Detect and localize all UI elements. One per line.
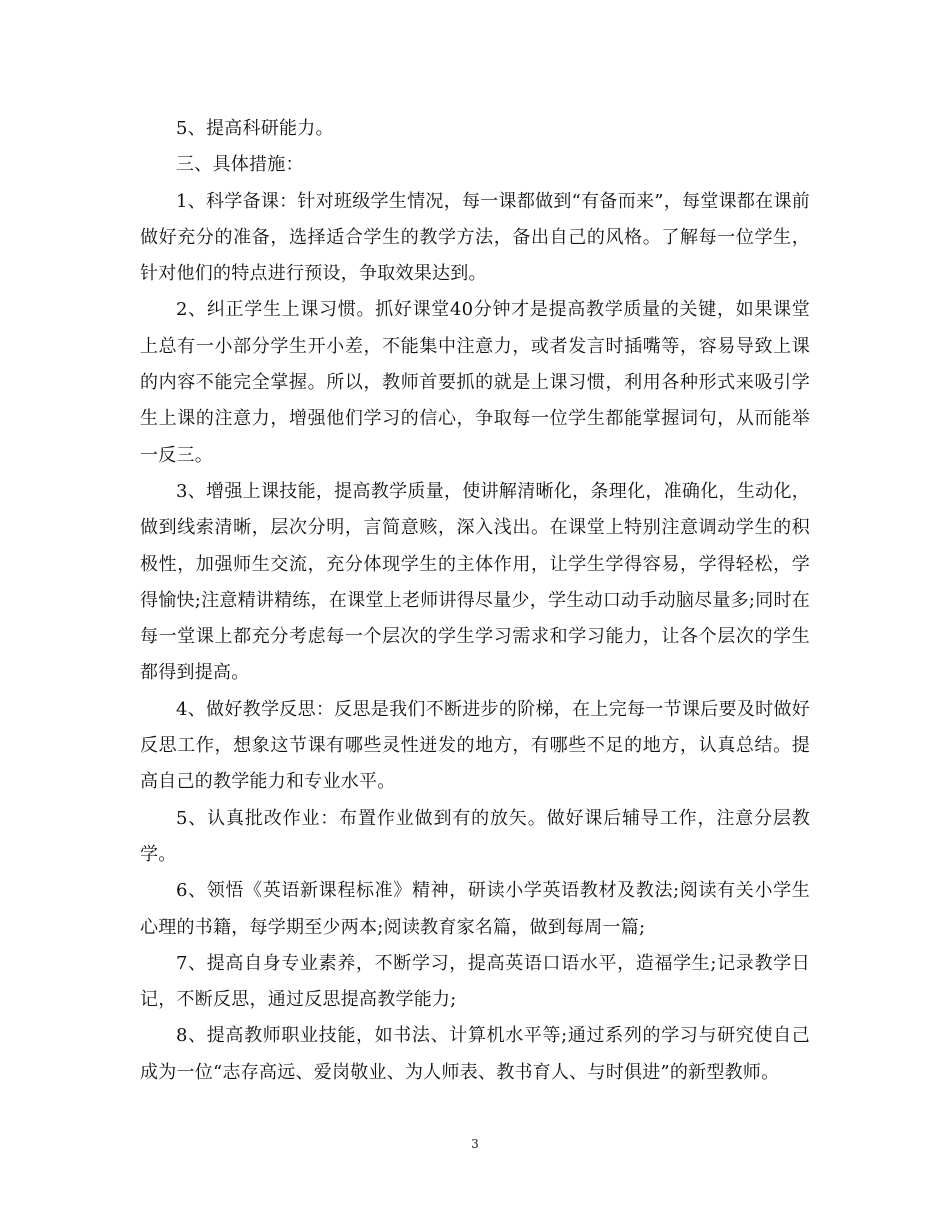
body-text (140, 111, 810, 1091)
paragraph-class-habits: 2、纠正学生上课习惯。抓好课堂40分钟才是提高教学质量的关键，如果课堂上总有一小部分学生开小差，不能集中注意力，或者发言时插嘴等，容易导致上课的内容不能完全掌握。所以，教师首要抓的就是上课习惯，利用各种形式来吸引学生上课的注意力，增强他们学习的信心，争取每一位学生都能掌握词句，从而能举一反三。 (140, 299, 810, 466)
paragraph-homework: 5、认真批改作业：布置作业做到有的放矢。做好课后辅导工作，注意分层教学。 (140, 807, 810, 865)
paragraph-reflection: 4、做好教学反思：反思是我们不断进步的阶梯，在上完每一节课后要及时做好反思工作，想象这节课有哪些灵性迸发的地方，有哪些不足的地方，认真总结。提高自己的教学能力和专业水平。 (140, 698, 810, 793)
section-heading-measures: 三、具体措施： (176, 154, 304, 176)
paragraph-item-5-research: 5、提高科研能力。 (176, 118, 334, 139)
paragraph-professional: 7、提高自身专业素养，不断学习，提高英语口语水平，造福学生;记录教学日记，不断反思，通过反思提高教学能力; (140, 952, 810, 1011)
page-number: 3 (471, 1137, 479, 1151)
paragraph-lesson-prep: 1、科学备课：针对班级学生情况，每一课都做到“有备而来”，每堂课都在课前做好充分的准备，选择适合学生的教学方法，备出自己的风格。了解每一位学生，针对他们的特点进行预设，争取效果达到。 (140, 190, 810, 285)
paragraph-vocational: 8、提高教师职业技能，如书法、计算机水平等;通过系列的学习与研究使自己成为一位“志存高远、爱岗敬业、为人师表、教书育人、与时俱进”的新型教师。 (140, 1025, 810, 1083)
paragraph-curriculum: 6、领悟《英语新课程标准》精神，研读小学英语教材及教法;阅读有关小学生心理的书籍，每学期至少两本;阅读教育家名篇，做到每周一篇; (140, 880, 810, 938)
paragraph-teaching-skills: 3、增强上课技能，提高教学质量，使讲解清晰化，条理化，准确化，生动化，做到线索清晰，层次分明，言简意赅，深入浅出。在课堂上特别注意调动学生的积极性，加强师生交流，充分体现学生的主体作用，让学生学得容易，学得轻松，学得愉快;注意精讲精练，在课堂上老师讲得尽量少，学生动口动手动脑尽量多;同时在每一堂课上都充分考虑每一个层次的学生学习需求和学习能力，让各个层次的学生都得到提高。 (140, 480, 810, 684)
